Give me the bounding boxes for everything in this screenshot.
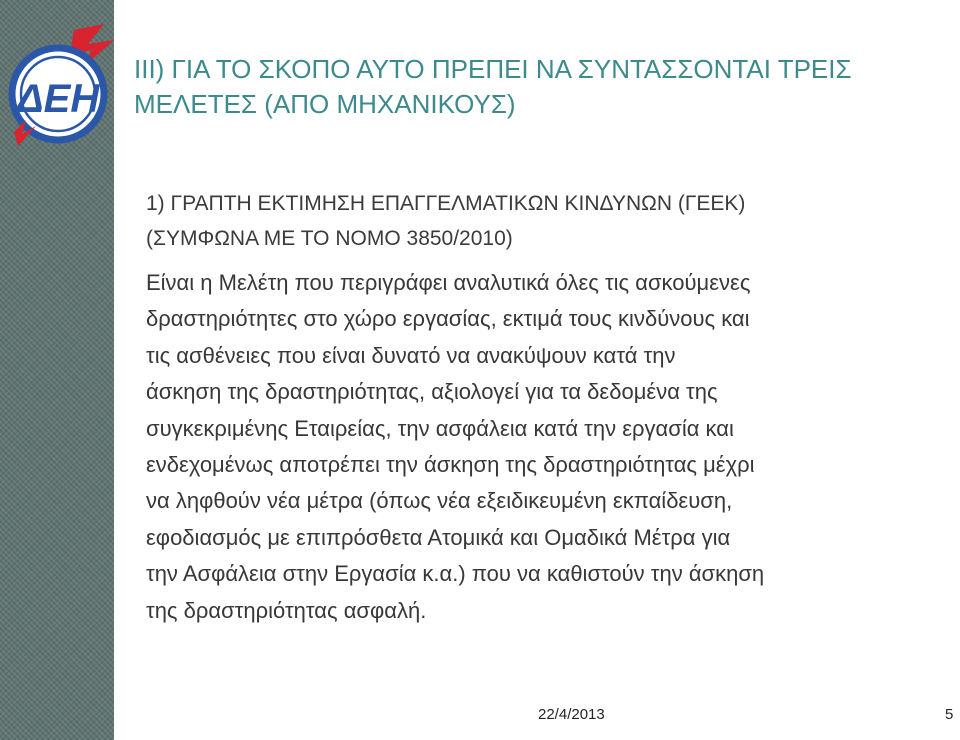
- paragraph-line: ενδεχομένως αποτρέπει την άσκηση της δραστηριότητας μέχρι: [146, 452, 755, 478]
- title-line: III) ΓΙΑ ΤΟ ΣΚΟΠΟ ΑΥΤΟ ΠΡΕΠΕΙ ΝΑ ΣΥΝΤΑΣΣΟΝΤΑΙ ΤΡΕΙΣ: [134, 54, 852, 84]
- title-line: ΜΕΛΕΤΕΣ (ΑΠΟ ΜΗΧΑΝΙΚΟΥΣ): [134, 89, 516, 119]
- logo-text: ΔΕΗ: [16, 77, 100, 121]
- footer-date: 22/4/2013: [538, 706, 605, 723]
- paragraph-line: να ληφθούν νέα μέτρα (όπως νέα εξειδικευμένη εκπαίδευση,: [146, 488, 733, 514]
- paragraph-line: εφοδιασμός με επιπρόσθετα Ατομικά και Ομαδικά Μέτρα για: [146, 524, 731, 550]
- section-heading: [146, 186, 936, 256]
- paragraph-line: συγκεκριμένης Εταιρείας, την ασφάλεια κατά την εργασία και: [146, 415, 734, 441]
- paragraph-line: δραστηριότητες στο χώρο εργασίας, εκτιμά τους κινδύνους και: [146, 306, 750, 332]
- company-logo: [4, 22, 116, 152]
- body-paragraph: [146, 265, 956, 629]
- paragraph-line: τις ασθένειες που είναι δυνατό να ανακύψουν κατά την: [146, 342, 676, 368]
- paragraph-line: της δραστηριότητας ασφαλή.: [146, 597, 427, 623]
- paragraph-line: την Ασφάλεια στην Εργασία κ.α.) που να καθιστούν την άσκηση: [146, 561, 765, 587]
- heading-line: 1) ΓΡΑΠΤΗ ΕΚΤΙΜΗΣΗ ΕΠΑΓΓΕΛΜΑΤΙΚΩΝ ΚΙΝΔΥΝΩΝ (ΓΕΕΚ): [146, 192, 746, 215]
- slide-title: [134, 52, 934, 122]
- paragraph-line: Είναι η Μελέτη που περιγράφει αναλυτικά όλες τις ασκούμενες: [146, 270, 751, 295]
- heading-line: (ΣΥΜΦΩΝΑ ΜΕ ΤΟ ΝΟΜΟ 3850/2010): [146, 227, 513, 250]
- paragraph-line: άσκηση της δραστηριότητας, αξιολογεί για τα δεδομένα της: [146, 379, 718, 405]
- page-number: 5: [945, 706, 954, 723]
